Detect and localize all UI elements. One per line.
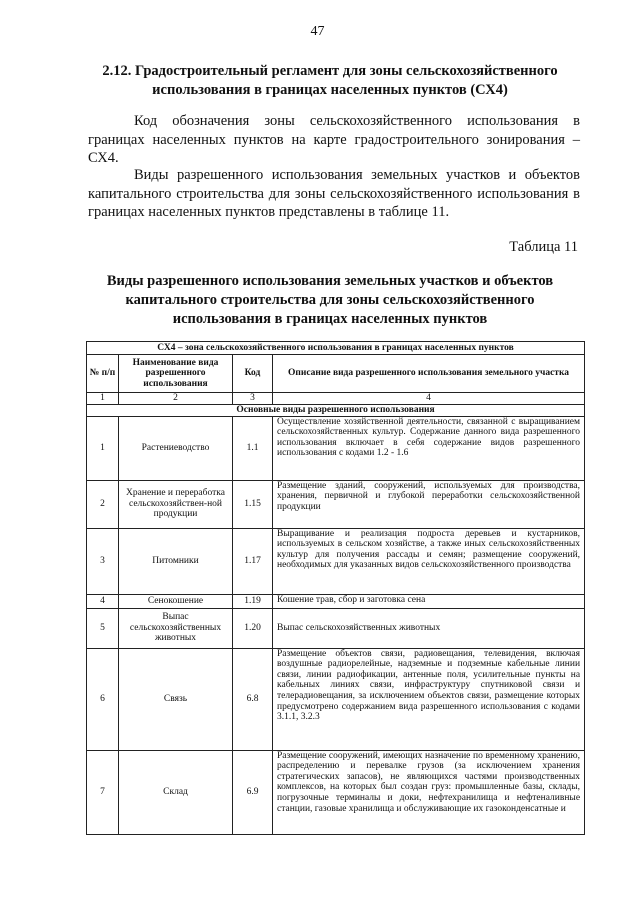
row-use-name: Выпас сельскохозяйственных животных <box>119 608 233 648</box>
row-use-name: Сенокошение <box>119 594 233 608</box>
row-use-code: 6.8 <box>233 648 273 750</box>
table-row <box>87 648 585 750</box>
table-row <box>87 608 585 648</box>
row-use-code: 1.20 <box>233 608 273 648</box>
row-use-code: 1.19 <box>233 594 273 608</box>
row-use-code: 1.1 <box>233 416 273 480</box>
row-use-name: Растениеводство <box>119 416 233 480</box>
row-use-description: Выпас сельскохозяйственных животных <box>273 608 585 648</box>
table-row <box>87 480 585 528</box>
section-heading: 2.12. Градостроительный регламент для зоны сельскохозяйственного использования в границах населенных пунктов (СХ4) <box>102 63 558 98</box>
row-use-code: 1.17 <box>233 528 273 594</box>
row-use-name: Хранение и переработка сельскохозяйствен-ной продукции <box>119 480 233 528</box>
row-use-description: Размещение зданий, сооружений, используемых для производства, хранения, первичной и глубокой переработки сельскохозяйственной продукции <box>273 480 585 528</box>
row-number: 4 <box>87 594 119 608</box>
row-use-description: Размещение объектов связи, радиовещания, телевидения, включая воздушные радиорелейные, надземные и подземные кабельные линии связи, линии радиофикации, антенные поля, усилительные пункты на кабельных линиях связи, инфраструктуру спутниковой связи и телерадиовещания, за исключением объектов связи, размещение которых предусмотрено содержанием вида разрешенного использования с кодами 3.1.1, 3.2.3 <box>273 648 585 750</box>
row-use-name: Связь <box>119 648 233 750</box>
column-header-name: Наименование вида разрешенного использования <box>119 355 233 393</box>
column-header-code: Код <box>233 355 273 393</box>
page-number: 47 <box>310 24 325 39</box>
table-row <box>87 750 585 834</box>
section-row-main-uses: Основные виды разрешенного использования <box>87 404 585 416</box>
column-number: 2 <box>119 393 233 405</box>
row-number: 2 <box>87 480 119 528</box>
row-use-name: Питомники <box>119 528 233 594</box>
row-use-code: 6.9 <box>233 750 273 834</box>
table-caption: Таблица 11 <box>509 239 578 255</box>
row-use-description: Кошение трав, сбор и заготовка сена <box>273 594 585 608</box>
row-number: 1 <box>87 416 119 480</box>
row-number: 7 <box>87 750 119 834</box>
row-use-code: 1.15 <box>233 480 273 528</box>
row-number: 3 <box>87 528 119 594</box>
row-use-description: Выращивание и реализация подроста деревьев и кустарников, используемых в сельском хозяйстве, а также иных сельскохозяйственных культур для получения рассады и семян; размещение сооружений, необходимых для указанных видов сельскохозяйственного производства <box>273 528 585 594</box>
row-use-description: Размещение сооружений, имеющих назначение по временному хранению, распределению и перевалке грузов (за исключением хранения стратегических запасов), не являющихся частями производственных комплексов, на которых был создан груз: промышленные базы, склады, погрузочные терминалы и доки, нефтехранилища и нефтеналивные станции, газовые хранилища и обслуживающие их газоконденсатные и <box>273 750 585 834</box>
row-use-name: Склад <box>119 750 233 834</box>
column-header-number: № п/п <box>87 355 119 393</box>
row-number: 6 <box>87 648 119 750</box>
column-number: 1 <box>87 393 119 405</box>
row-use-description: Осуществление хозяйственной деятельности, связанной с выращиванием сельскохозяйственных культур. Содержание данного вида разрешенного использования включает в себя содержание видов разрешенного использования с кодами 1.2 - 1.6 <box>273 416 585 480</box>
paragraph-zone-code: Код обозначения зоны сельскохозяйственного использования в границах населенных пунктов на карте градостроительного зонирования – СХ4. <box>88 113 580 166</box>
column-header-description: Описание вида разрешенного использования земельного участка <box>273 355 585 393</box>
zone-header: СХ4 – зона сельскохозяйственного использования в границах населенных пунктов <box>87 342 585 355</box>
column-number: 4 <box>273 393 585 405</box>
permitted-uses-table <box>86 341 585 835</box>
row-number: 5 <box>87 608 119 648</box>
column-number: 3 <box>233 393 273 405</box>
table-row <box>87 416 585 480</box>
table-row <box>87 528 585 594</box>
paragraph-permitted-uses: Виды разрешенного использования земельных участков и объектов капитального строительства для зоны сельскохозяйственного использования в границах населенных пунктов представлены в таблице 11. <box>88 167 580 220</box>
table-title: Виды разрешенного использования земельных участков и объектов капитального строительства для зоны сельскохозяйственного использования в границах населенных пунктов <box>106 273 554 327</box>
table-row <box>87 594 585 608</box>
